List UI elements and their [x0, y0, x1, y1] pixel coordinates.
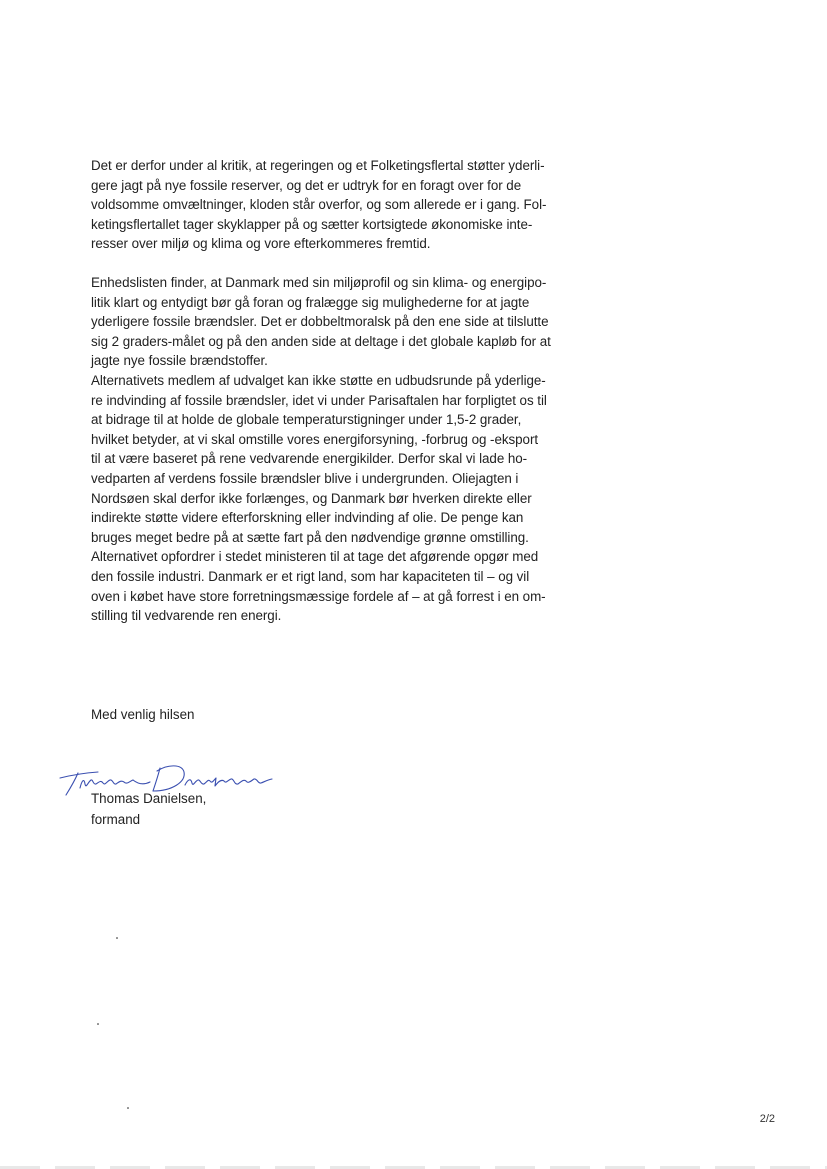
text-line: voldsomme omvæltninger, kloden står overfor, og som allerede er i gang. Fol- [91, 197, 547, 213]
text-line: Enhedslisten finder, at Danmark med sin miljøprofil og sin klima- og energipo- [91, 275, 547, 290]
text-line: stilling til vedvarende ren energi. [91, 608, 282, 624]
text-line: oven i købet have store forretningsmæssige fordele af – at gå forrest i en om- [91, 588, 546, 604]
text-line: Det er derfor under al kritik, at regeringen og et Folketingsflertal støtter yderli- [91, 158, 545, 173]
text-line: Alternativets medlem af udvalget kan ikke støtte en udbudsrunde på yderlige- [91, 373, 546, 388]
text-line: vedparten af verdens fossile brændsler blive i undergrunden. Oliejagten i [91, 470, 519, 486]
text-line: gere jagt på nye fossile reserver, og det er udtryk for en foragt over for de [91, 177, 522, 193]
signer-title: formand [91, 812, 141, 827]
text-line: bruges meget bedre på at sætte fart på den nødvendige grønne omstilling. [91, 529, 529, 545]
scan-speck [127, 1107, 129, 1109]
text-line: yderligere fossile brændsler. Det er dobbeltmoralsk på den ene side at tilslutte [91, 314, 549, 330]
text-line: ketingsflertallet tager skyklapper på og sætter kortsigtede økonomiske inte- [91, 216, 533, 232]
text-line: den fossile industri. Danmark er et rigt land, som har kapaciteten til – og vil [91, 568, 530, 584]
text-line: jagte nye fossile brændstoffer. [91, 353, 268, 369]
paragraph-enhedslisten [91, 273, 591, 371]
text-line: Nordsøen skal derfor ikke forlænges, og Danmark bør hverken direkte eller [91, 490, 532, 506]
text-line: re indvinding af fossile brændsler, idet vi under Parisaftalen har forpligtet os til [91, 392, 547, 408]
text-line: litik klart og entydigt bør gå foran og fralægge sig mulighederne for at jagte [91, 294, 530, 310]
signer-name: Thomas Danielsen, [91, 791, 207, 806]
text-line: hvilket betyder, at vi skal omstille vores energiforsyning, -forbrug og -eksport [91, 431, 539, 447]
text-line: at bidrage til at holde de globale temperaturstigninger under 1,5-2 grader, [91, 412, 522, 428]
scan-speck [97, 1023, 99, 1025]
text-line: sig 2 graders-målet og på den anden side at deltage i det globale kapløb for at [91, 333, 551, 349]
text-line: indirekte støtte videre efterforskning eller indvinding af olie. De penge kan [91, 510, 524, 526]
signer-block [91, 788, 206, 830]
page-number: 2/2 [759, 1113, 775, 1125]
paragraph-alternativet [91, 371, 591, 626]
text-line: resser over miljø og klima og vore efterkommeres fremtid. [91, 236, 431, 252]
text-line: til at være baseret på rene vedvarende energikilder. Derfor skal vi lade ho- [91, 451, 528, 467]
closing-greeting: Med venlig hilsen [91, 707, 195, 722]
text-line: Alternativet opfordrer i stedet ministeren til at tage det afgørende opgør med [91, 549, 539, 565]
paragraph-criticism [91, 156, 591, 254]
scan-speck [116, 937, 118, 939]
